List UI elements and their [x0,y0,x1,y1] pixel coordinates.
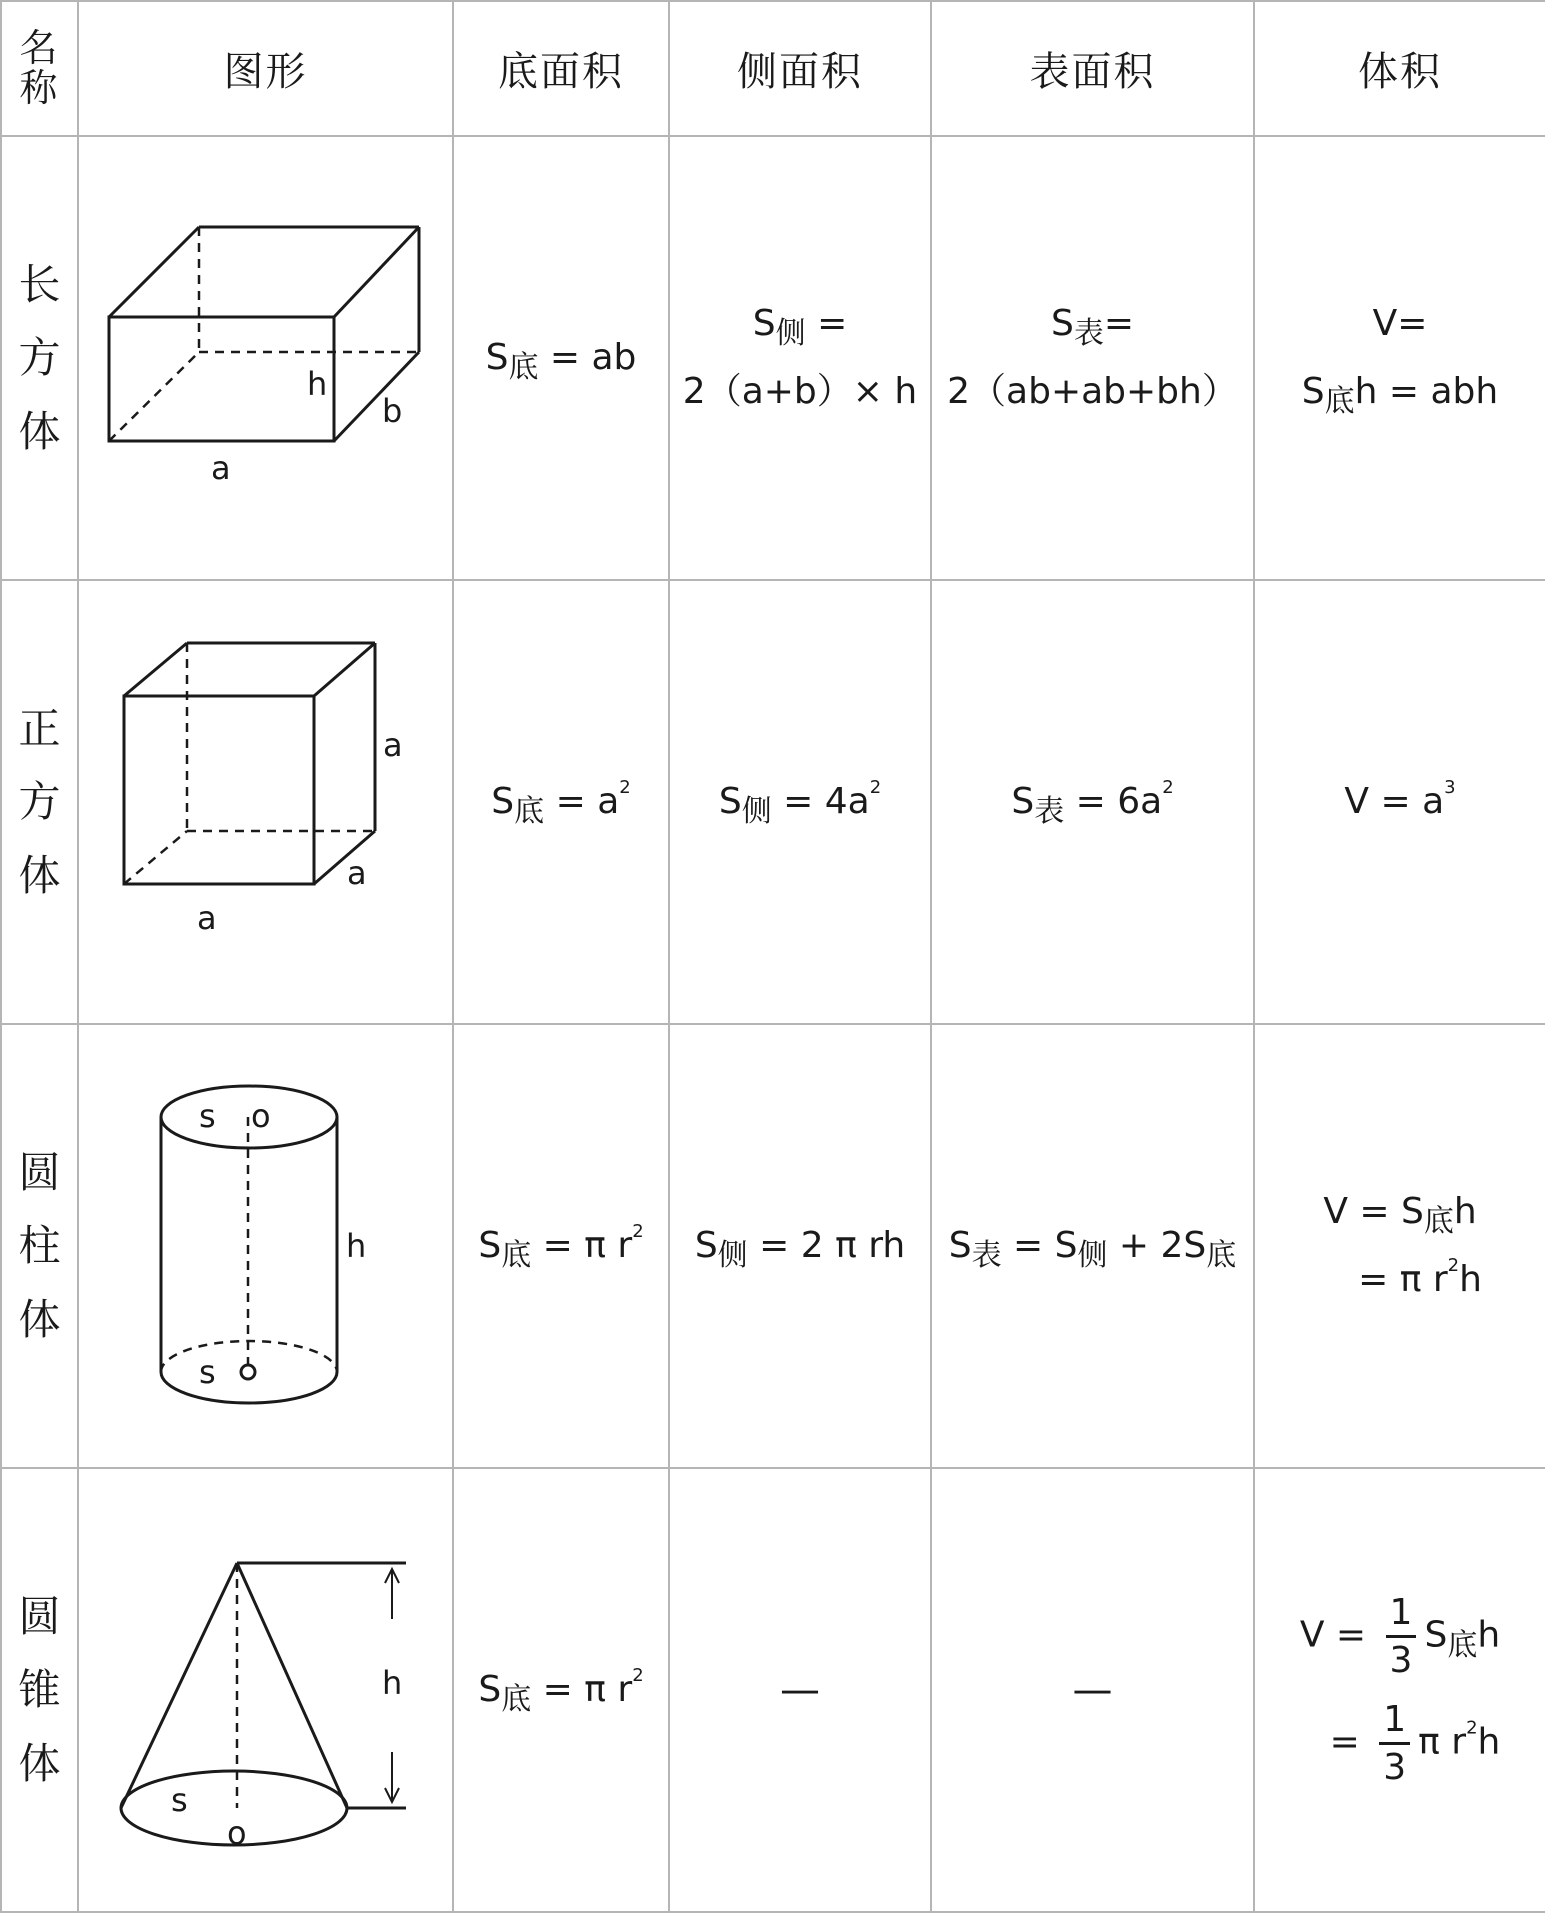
formula-line: 2（a+b）× h [682,371,918,412]
exponent: 2 [632,1664,644,1686]
name-char: 体 [18,1294,61,1344]
cube-front-face [124,696,314,884]
cube-edge [124,643,187,696]
cuboid-edge [109,227,199,317]
cube-hidden-edge [124,831,187,884]
formula-text: = π r [1358,1259,1448,1300]
subscript: 底 [1447,1627,1478,1663]
formula-text: h [1453,1190,1477,1232]
formula-text: = 4a [771,780,870,822]
formula-line: 2（ab+ab+bh） [947,371,1238,412]
formula-line: V= [1372,302,1428,344]
cuboid-edge [334,352,419,441]
volume-cuboid [1254,136,1545,580]
exponent: 2 [869,776,882,798]
formula-text: = ab [538,336,637,378]
symbol-s: S [478,1668,502,1710]
name-cuboid [1,136,78,580]
formula-line [1255,1246,1545,1314]
cylinder-diagram [79,1025,454,1463]
formula-text: h [1477,1721,1501,1763]
subscript: 底 [1324,384,1355,419]
fraction-denominator: 3 [1389,1640,1413,1681]
fraction-numerator: 1 [1379,1697,1410,1745]
formula-text: = [1329,1721,1360,1763]
label-h: h [346,1227,367,1265]
exponent: 3 [1444,776,1456,798]
label-a-bottom: a [197,899,217,937]
formula-text: V = S [1323,1190,1424,1232]
name-cone [1,1468,78,1912]
header-volume: 体积 [1254,1,1545,136]
label-o: o [227,1814,247,1852]
exponent: 2 [1447,1255,1460,1276]
exponent: 2 [619,776,631,798]
subscript: 表 [971,1237,1002,1273]
label-a-right: a [383,726,403,764]
symbol-s: S [491,780,515,822]
name-char: 长 [18,259,61,309]
name-cube [1,580,78,1024]
subscript: 表 [1073,315,1104,351]
subscript: 底 [1206,1237,1237,1273]
row-cuboid [1,136,1545,580]
formula-text: = [805,302,848,344]
figure-cube [78,580,453,1024]
label-s: s [171,1781,188,1819]
name-char: 圆 [18,1591,61,1641]
exponent: 2 [632,1220,644,1242]
fraction [1379,1697,1410,1790]
cone-diagram [79,1469,454,1907]
row-cone [1,1468,1545,1912]
formula-text: h [1459,1259,1482,1300]
formula-text: π r [1418,1721,1467,1763]
subscript: 底 [501,1681,532,1717]
cuboid-hidden-edge [109,352,199,441]
cube-edge [314,643,375,696]
name-char: 体 [18,406,61,456]
formula-line [932,290,1253,358]
surface-area-cylinder [931,1024,1254,1468]
row-cube [1,580,1545,1024]
symbol-s: S [1424,1614,1448,1656]
formula-line [1255,1697,1545,1790]
name-char: 体 [18,1738,61,1788]
symbol-s: S [478,1224,502,1266]
formula-text: h [1477,1614,1501,1656]
formula-line [1255,1178,1545,1246]
subscript: 侧 [741,793,772,829]
exponent: 2 [1162,776,1174,798]
volume-cylinder [1254,1024,1545,1468]
formula-text: = a [544,780,620,822]
formula-line [670,290,930,358]
name-char: 锥 [18,1665,61,1715]
lateral-area-cone: — [669,1468,931,1912]
name-char: 方 [18,777,61,827]
subscript: 底 [1423,1203,1454,1239]
symbol-s: S [948,1224,972,1266]
symbol-s: S [718,780,742,822]
formula-text: + 2S [1107,1224,1207,1266]
cube-diagram [79,581,454,1019]
header-surface-area: 表面积 [931,1,1254,136]
cuboid-diagram [79,137,454,575]
figure-cylinder [78,1024,453,1468]
formula-text: V = [1299,1614,1367,1656]
symbol-s: S [1011,780,1035,822]
header-figure: 图形 [78,1,453,136]
volume-cone [1254,1468,1545,1912]
formula-line [1255,1590,1545,1683]
label-h: h [307,365,328,403]
label-s-bottom: s [199,1353,216,1391]
header-name [1,1,78,136]
name-char: 柱 [18,1221,61,1271]
surface-area-cuboid [931,136,1254,580]
label-a: a [211,449,231,487]
fraction-denominator: 3 [1383,1747,1407,1788]
exponent: 2 [1466,1717,1478,1739]
lateral-area-cuboid [669,136,931,580]
lateral-area-cylinder [669,1024,931,1468]
label-a-depth: a [347,854,367,892]
formula-text: = π r [531,1224,633,1266]
subscript: 底 [501,1237,532,1273]
label-b: b [382,392,403,430]
figure-cuboid [78,136,453,580]
volume-cube [1254,580,1545,1024]
label-h: h [382,1664,403,1702]
cuboid-front-face [109,317,334,441]
symbol-s: S [485,336,509,378]
formula-text: = 2 π rh [747,1224,906,1266]
header-row [1,1,1545,136]
fraction [1386,1590,1417,1683]
name-char: 体 [18,850,61,900]
formula-text: = π r [531,1668,633,1710]
fraction-numerator: 1 [1386,1590,1417,1638]
name-cylinder [1,1024,78,1468]
base-area-cone [453,1468,669,1912]
formula-text: = [1103,302,1135,344]
formula-line [1255,358,1545,426]
label-s-top: s [199,1097,216,1135]
header-base-area: 底面积 [453,1,669,136]
base-area-cuboid [453,136,669,580]
cuboid-edge [334,227,419,317]
name-char: 圆 [18,1147,61,1197]
label-o-top: o [251,1097,271,1135]
symbol-s: S [752,302,776,344]
subscript: 侧 [717,1237,748,1273]
figure-cone [78,1468,453,1912]
base-area-cube [453,580,669,1024]
subscript: 表 [1034,793,1065,829]
name-char: 正 [18,703,61,753]
header-lateral-area: 侧面积 [669,1,931,136]
surface-area-cone: — [931,1468,1254,1912]
symbol-s: S [1050,302,1074,344]
surface-area-cube [931,580,1254,1024]
subscript: 侧 [775,315,806,351]
subscript: 底 [514,793,545,829]
formula-text: = S [1001,1224,1078,1266]
subscript: 侧 [1077,1237,1108,1273]
lateral-area-cube [669,580,931,1024]
formula-text: = 6a [1064,780,1163,822]
symbol-s: S [694,1224,718,1266]
formula-text: h = abh [1354,371,1499,412]
base-area-cylinder [453,1024,669,1468]
name-char: 方 [18,333,61,383]
symbol-s: S [1301,371,1325,412]
subscript: 底 [508,349,539,385]
row-cylinder [1,1024,1545,1468]
header-name-text: 名称 [19,25,60,110]
formula-text: V = a [1344,780,1445,822]
